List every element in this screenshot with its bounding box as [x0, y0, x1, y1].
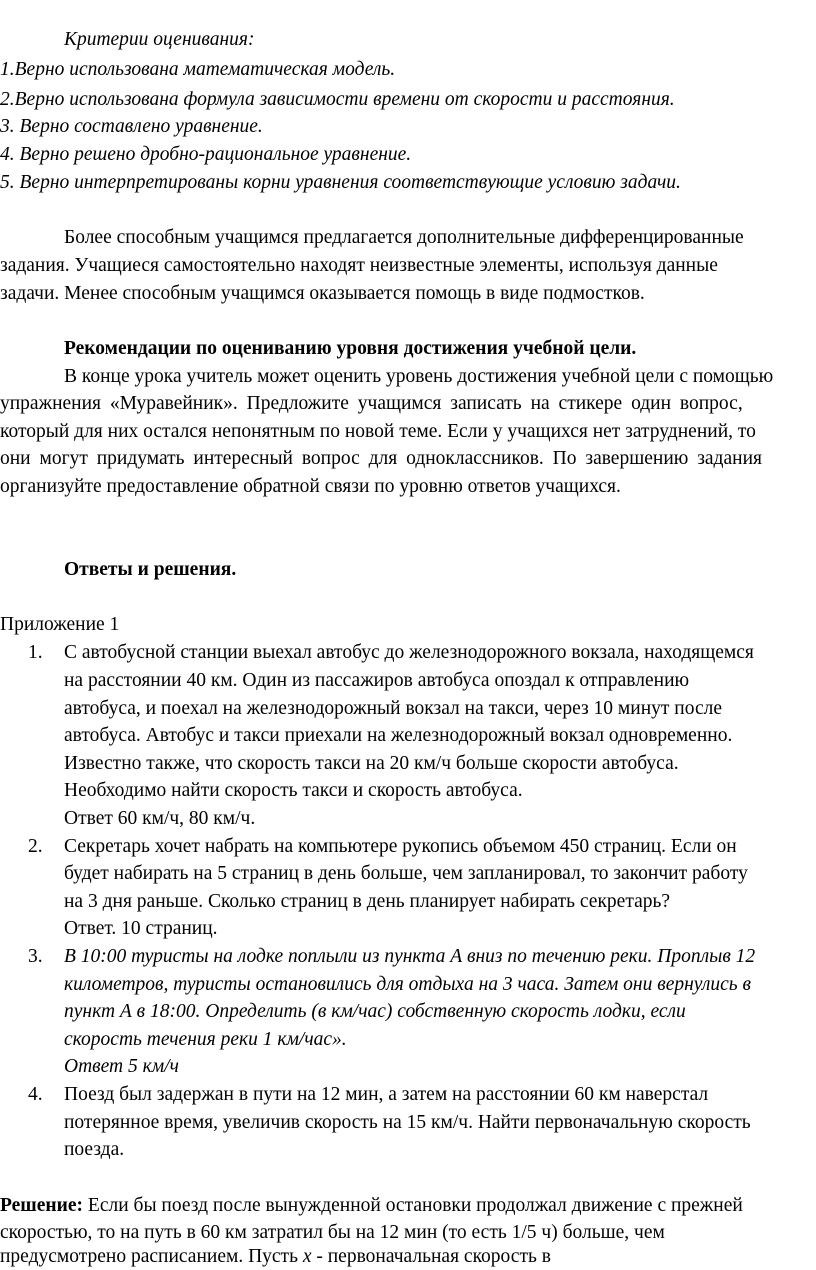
problem-line: на 3 дня раньше. Сколько страниц в день планирует набирать секретарь?: [64, 891, 671, 912]
problem-number: 3.: [28, 946, 43, 967]
problem-line: Секретарь хочет набрать на компьютере рукопись объемом 450 страниц. Если он: [64, 836, 737, 857]
criteria-item: 2.Верно использована формула зависимости времени от скорости и расстояния.: [0, 89, 675, 110]
problem-line: Известно также, что скорость такси на 20 км/ч больше скорости автобуса.: [64, 753, 679, 774]
recommendations-line: они могут придумать интересный вопрос для одноклассников. По завершению задания: [0, 448, 762, 469]
criteria-item: 1.Верно использована математическая модель.: [0, 59, 396, 80]
criteria-item: 5. Верно интерпретированы корни уравнения соответствующие условию задачи.: [0, 172, 681, 193]
recommendations-line: упражнения «Муравейник». Предложите учащимся записать на стикере один вопрос,: [0, 393, 743, 414]
solution-line-1: [0, 1193, 743, 1219]
problem-answer: Ответ 60 км/ч, 80 км/ч.: [64, 808, 256, 829]
variable-x: x: [302, 1246, 312, 1267]
problem-answer: Ответ. 10 страниц.: [64, 918, 218, 939]
appendix-title: Приложение 1: [0, 614, 120, 635]
problem-line: поезда.: [64, 1139, 125, 1160]
solution-text: предусмотрено расписанием. Пусть: [0, 1246, 303, 1267]
recommendations-heading: Рекомендации по оцениванию уровня достижения учебной цели.: [64, 338, 637, 359]
problem-line: скорость течения реки 1 км/час».: [64, 1029, 347, 1050]
problem-line: автобуса. Автобус и такси приехали на железнодорожный вокзал одновременно.: [64, 725, 733, 746]
paragraph-line: задания. Учащиеся самостоятельно находят неизвестные элементы, используя данные: [0, 255, 718, 276]
problem-line: будет набирать на 5 страниц в день больше, чем запланировал, то закончит работу: [64, 863, 748, 884]
problem-line: Поезд был задержан в пути на 12 мин, а затем на расстоянии 60 км наверстал: [64, 1084, 709, 1105]
solution-label: Решение:: [0, 1195, 84, 1216]
criteria-title: Критерии оценивания:: [64, 29, 255, 50]
recommendations-line: который для них остался непонятным по новой теме. Если у учащихся нет затруднений, то: [0, 421, 756, 442]
problem-answer: Ответ 5 км/ч: [64, 1056, 179, 1077]
problem-line: километров, туристы остановились для отдыха на 3 часа. Затем они вернулись в: [64, 974, 752, 995]
criteria-item: 3. Верно составлено уравнение.: [0, 116, 263, 137]
recommendations-line: организуйте предоставление обратной связи по уровню ответов учащихся.: [0, 476, 621, 497]
solution-line-2: скоростью, то на путь в 60 км затратил бы на 12 мин (то есть 1/5 ч) больше, чем: [0, 1222, 665, 1243]
solution-text: - первоначальная скорость в: [311, 1246, 551, 1267]
paragraph-line: задачи. Менее способным учащимся оказывается помощь в виде подмостков.: [0, 283, 645, 304]
problem-line: В 10:00 туристы на лодке поплыли из пункта А вниз по течению реки. Проплыв 12: [64, 946, 756, 967]
problem-line: С автобусной станции выехал автобус до железнодорожного вокзала, находящемся: [64, 642, 754, 663]
criteria-item: 4. Верно решено дробно-рациональное уравнение.: [0, 144, 412, 165]
paragraph-line: Более способным учащимся предлагается дополнительные дифференцированные: [64, 227, 744, 248]
problem-line: автобуса, и поехал на железнодорожный вокзал на такси, через 10 минут после: [64, 698, 722, 719]
problem-line: пункт А в 18:00. Определить (в км/час) собственную скорость лодки, если: [64, 1001, 686, 1022]
solution-text: Если бы поезд после вынужденной остановки продолжал движение с прежней: [83, 1195, 743, 1216]
problem-number: 4.: [28, 1084, 43, 1105]
problem-line: Необходимо найти скорость такси и скорость автобуса.: [64, 780, 523, 801]
problem-number: 1.: [28, 642, 43, 663]
answers-heading: Ответы и решения.: [64, 559, 237, 580]
problem-number: 2.: [28, 836, 43, 857]
solution-line-3: [0, 1244, 551, 1270]
problem-line: потерянное время, увеличив скорость на 15 км/ч. Найти первоначальную скорость: [64, 1112, 751, 1133]
problem-line: на расстоянии 40 км. Один из пассажиров автобуса опоздал к отправлению: [64, 670, 690, 691]
recommendations-line: В конце урока учитель может оценить уровень достижения учебной цели с помощью: [64, 366, 774, 387]
